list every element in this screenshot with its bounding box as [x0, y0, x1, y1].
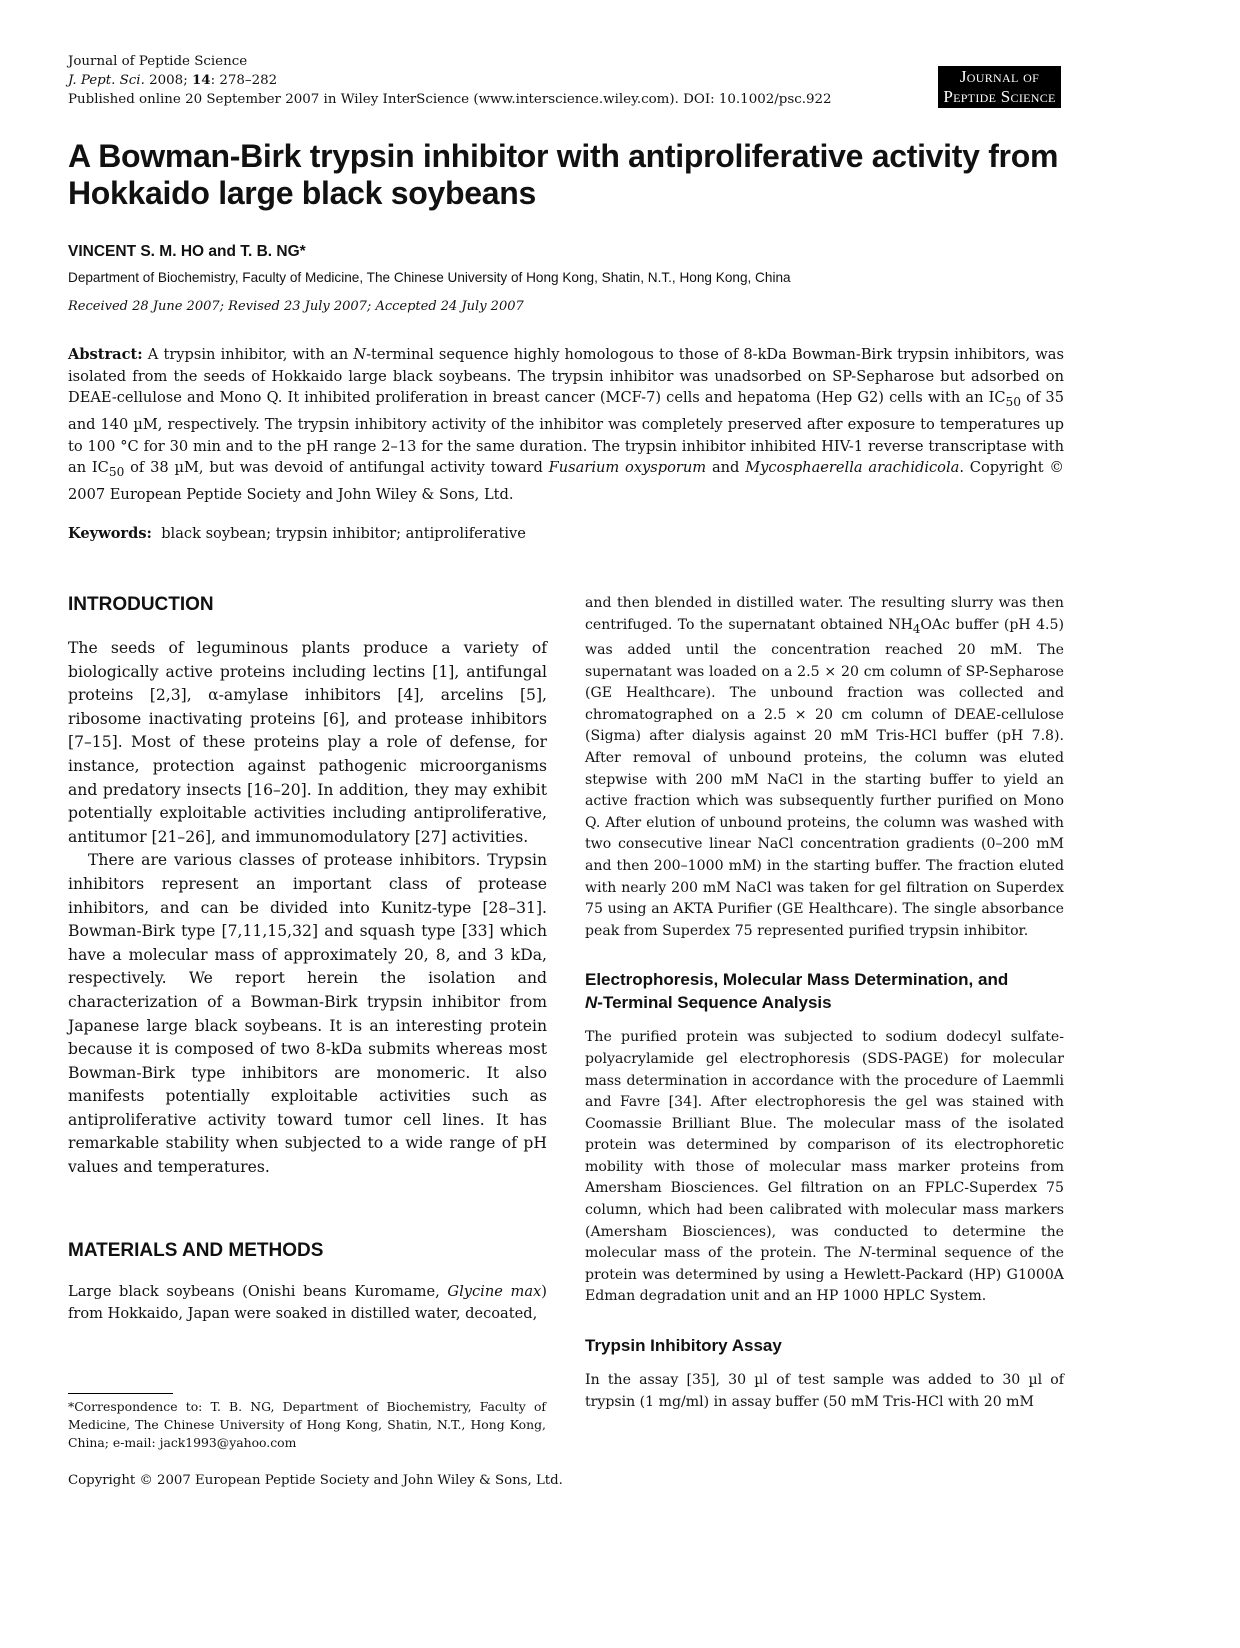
submission-dates: Received 28 June 2007; Revised 23 July 2007; Accepted 24 July 2007	[68, 299, 524, 314]
journal-logo	[938, 66, 1061, 108]
methods-italic: Glycine max	[447, 1282, 542, 1300]
electrophoresis-paragraph	[585, 1027, 1064, 1308]
logo-line-1: Journal of	[959, 67, 1040, 86]
methods-text: and then blended in distilled water. The resulting slurry was then centrifuged. To the supernatant obtained NH	[585, 595, 1064, 633]
abstract-subscript: 50	[1005, 395, 1022, 410]
introduction-paragraph-2: There are various classes of protease inhibitors. Trypsin inhibitors represent an important class of protease inhibitors, and can be divided into Kunitz-type [28–31]. Bowman-Birk type [7,11,15,32] and squash type [33] which have a molecular mass of approximately 20, 8, and 3 kDa, respectively. We report herein the isolation and characterization of a Bowman-Birk trypsin inhibitor from Japanese large black soybeans. It is an interesting protein because it is composed of two 8-kDa submits whereas most Bowman-Birk type inhibitors are monomeric. It also manifests potentially exploitable activities such as antiproliferative activity toward tumor cell lines. It has remarkable stability when subjected to a wide range of pH values and temperatures.	[68, 851, 547, 1177]
citation-year: 2008;	[144, 73, 192, 88]
logo-line-2: Peptide Science	[943, 87, 1056, 106]
keywords-text: black soybean; trypsin inhibitor; antiproliferative	[151, 525, 526, 542]
left-column	[68, 593, 547, 1325]
citation-volume: 14	[191, 72, 211, 88]
trypsin-assay-heading: Trypsin Inhibitory Assay	[585, 1336, 782, 1356]
methods-text: OAc buffer (pH 4.5) was added until the concentration reached 20 mM. The supernatant was loaded on a 2.5 × 20 cm column of SP-Sepharose (GE Healthcare). The unbound fraction was collected and chromatographed on a 2.5 × 20 cm column of DEAE-cellulose (Sigma) after dialysis against 20 mM Tris-HCl buffer (pH 7.8). After removal of unbound proteins, the column was eluted stepwise with 200 mM NaCl in the starting buffer to yield an active fraction which was subsequently further purified on Mono Q. After elution of unbound proteins, the column was washed with two consecutive linear NaCl concentration gradients (0–200 mM and then 200–1000 mM) in the starting buffer. The fraction eluted with nearly 200 mM NaCl was taken for gel filtration on Superdex 75 using an AKTA Purifier (GE Healthcare). The single absorbance peak from Superdex 75 represented purified trypsin inhibitor.	[585, 616, 1064, 939]
keywords	[68, 525, 526, 542]
methods-paragraph-1	[68, 1281, 547, 1325]
abstract-text: -terminal sequence highly homologous to those of 8-kDa Bowman-Birk trypsin inhibitors, was isolated from the seeds of Hokkaido large black soybeans. The trypsin inhibitor was unadsorbed on SP-Sepharose but adsorbed on DEAE-cellulose and Mono Q. It inhibited proliferation in breast cancer (MCF-7) cells and hepatoma (Hep G2) cells with an IC	[68, 346, 1064, 407]
abstract-text: . Copyright © 2007 European Peptide Society and John Wiley & Sons, Ltd.	[68, 459, 1064, 504]
abstract-label: Abstract:	[68, 346, 143, 363]
abstract-text: of 35 and 140 µM, respectively. The trypsin inhibitory activity of the inhibitor was completely preserved after exposure to temperatures up to 100 °C for 30 min and to the pH range 2–13 for the same duration. The trypsin inhibitor inhibited HIV-1 reverse transcriptase with an IC	[68, 389, 1065, 477]
heading-text: -Terminal Sequence Analysis	[597, 993, 832, 1013]
abstract-italic: Fusarium oxysporum	[548, 459, 707, 477]
keywords-label: Keywords:	[68, 525, 152, 542]
journal-name: Journal of Peptide Science	[68, 54, 248, 69]
affiliation: Department of Biochemistry, Faculty of Medicine, The Chinese University of Hong Kong, Shatin, N.T., Hong Kong, China	[68, 270, 791, 285]
correspondence-footnote: *Correspondence to: T. B. NG, Department of Biochemistry, Faculty of Medicine, The Chinese University of Hong Kong, Shatin, N.T., Hong Kong, China; e-mail: jack1993@yahoo.com	[68, 1399, 546, 1450]
methods-text: The purified protein was subjected to sodium dodecyl sulfate-polyacrylamide gel electrophoresis (SDS-PAGE) for molecular mass determination in accordance with the procedure of Laemmli and Favre [34]. After electrophoresis the gel was stained with Coomassie Brilliant Blue. The molecular mass of the isolated protein was determined by comparison of its electrophoretic mobility with those of molecular mass marker proteins from Amersham Biosciences. Gel filtration on an FPLC-Superdex 75 column, which had been calibrated with molecular mass markers (Amersham Biosciences), was conducted to determine the molecular mass of the protein. The	[585, 1029, 1064, 1262]
electrophoresis-heading	[585, 968, 1064, 1014]
introduction-paragraph-1: The seeds of leguminous plants produce a variety of biologically active proteins including lectins [1], antifungal proteins [2,3], α-amylase inhibitors [4], arcelins [5], ribosome inactivating proteins [6], and protease inhibitors [7–15]. Most of these proteins play a role of defense, for instance, protection against pathogenic microorganisms and predatory insects [16–20]. In addition, they may exhibit potentially exploitable activities including antiproliferative, antitumor [21–26], and immunomodulatory [27] activities.	[68, 639, 547, 846]
heading-italic: N	[585, 993, 598, 1013]
methods-heading: MATERIALS AND METHODS	[68, 1239, 324, 1261]
methods-text: -terminal sequence of the protein was determined by using a Hewlett-Packard (HP) G1000A Edman degradation unit and an HP 1000 HPLC System.	[585, 1245, 1064, 1305]
footnote-rule	[68, 1393, 173, 1394]
citation-abbrev: J. Pept. Sci.	[68, 73, 145, 88]
authors: VINCENT S. M. HO and T. B. NG*	[68, 243, 306, 260]
abstract-text: of 38 µM, but was devoid of antifungal activity toward	[124, 459, 549, 477]
abstract-subscript: 50	[108, 465, 125, 480]
methods-text: Large black soybeans (Onishi beans Kuromame,	[68, 1282, 448, 1300]
page-footer-copyright: Copyright © 2007 European Peptide Society and John Wiley & Sons, Ltd.	[68, 1473, 563, 1488]
methods-continued-paragraph	[585, 593, 1064, 942]
abstract-text: and	[706, 459, 746, 477]
methods-italic: N	[858, 1245, 872, 1262]
article-title: A Bowman-Birk trypsin inhibitor with antiproliferative activity from Hokkaido large black soybeans	[68, 138, 1059, 211]
abstract-text: A trypsin inhibitor, with an	[142, 346, 354, 363]
published-line: Published online 20 September 2007 in Wiley InterScience (www.interscience.wiley.com). DOI: 10.1002/psc.922	[68, 92, 832, 107]
introduction-heading: INTRODUCTION	[68, 594, 214, 615]
trypsin-assay-paragraph: In the assay [35], 30 µl of test sample was added to 30 µl of trypsin (1 mg/ml) in assay buffer (50 mM Tris-HCl with 20 mM	[585, 1372, 1064, 1410]
methods-subscript: 4	[912, 621, 921, 636]
right-column	[585, 593, 1064, 1413]
abstract	[68, 344, 1064, 506]
abstract-italic: Mycosphaerella arachidicola	[745, 459, 960, 477]
heading-text: Electrophoresis, Molecular Mass Determination, and	[585, 970, 1009, 990]
methods-text: ) from Hokkaido, Japan were soaked in distilled water, decoated,	[68, 1282, 547, 1322]
citation-pages: : 278–282	[210, 73, 278, 88]
abstract-italic: N	[353, 346, 367, 363]
